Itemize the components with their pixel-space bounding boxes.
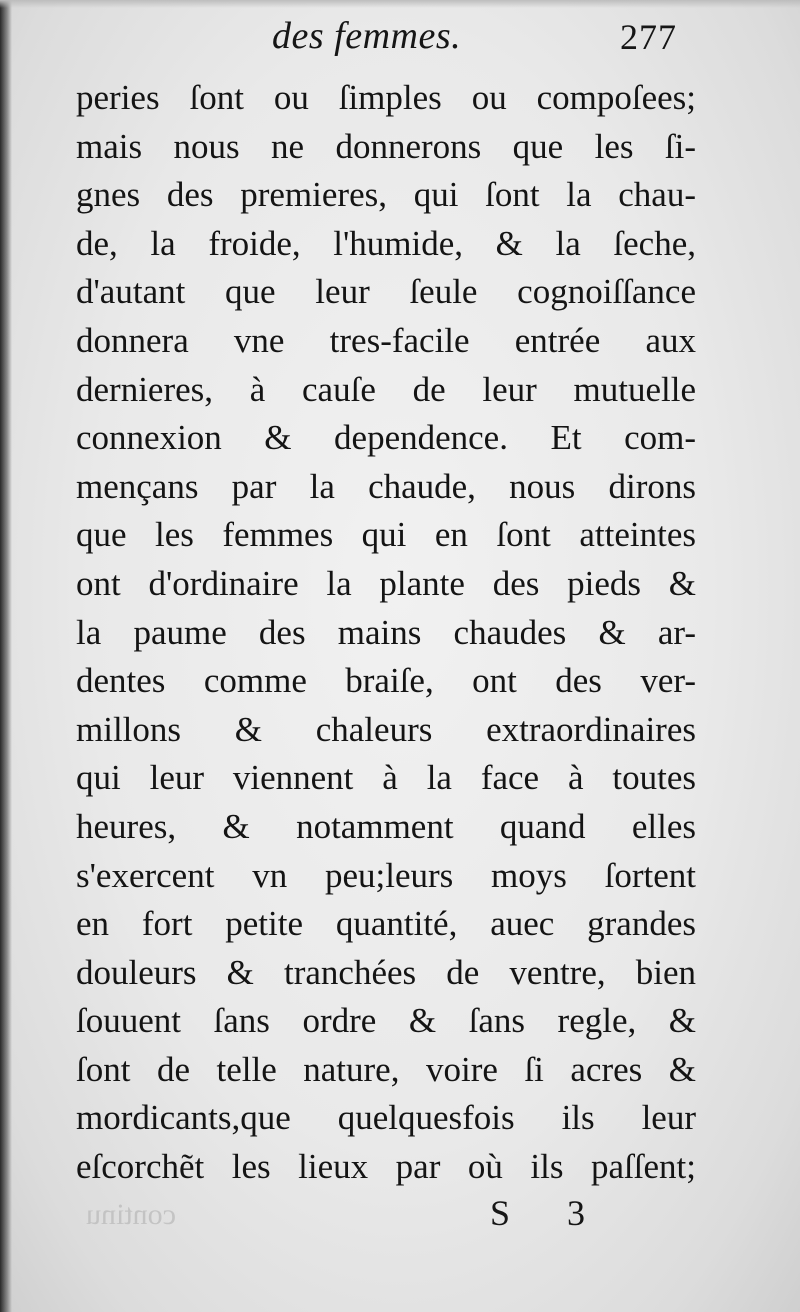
text-line: millons & chaleurs extraordinaires [76,709,696,749]
text-line: dentes comme braiſe, ont des ver- [76,661,696,701]
page-footer [0,1192,800,1242]
text-line: douleurs & tranchées de ventre, bien [76,952,696,992]
bleed-through-text: continu [86,1198,176,1231]
text-line: qui leur viennent à la face à toutes [76,758,696,798]
text-line: ont d'ordinaire la plante des pieds & [76,563,696,603]
text-line: ſouuent ſans ordre & ſans regle, & [76,1001,696,1041]
running-title: des femmes. [272,15,462,57]
text-line: que les femmes qui en ſont atteintes [76,515,696,555]
text-line: eſcorchẽt les lieux par où ils paſſent; [76,1147,696,1187]
page-gutter-shadow [0,0,12,1312]
text-line: d'autant que leur ſeule cognoiſſance [76,272,696,312]
text-line: connexion & dependence. Et com- [76,418,696,458]
signature-mark: S 3 [490,1193,610,1233]
text-line: peries ſont ou ſimples ou compoſees; [76,78,696,117]
text-line: mais nous ne donnerons que les ſi- [76,126,696,166]
page-top-shadow [0,0,800,8]
page-header [0,14,800,74]
text-line: s'exercent vn peu;leurs moys ſortent [76,855,696,895]
text-line: ſont de telle nature, voire ſi acres & [76,1049,696,1089]
body-text [76,74,696,1192]
text-line: en fort petite quantité, auec grandes [76,904,696,944]
text-line: de, la froide, l'humide, & la ſeche, [76,223,696,263]
page-number: 277 [620,17,677,57]
text-line: mençans par la chaude, nous dirons [76,466,696,506]
text-line: heures, & notamment quand elles [76,806,696,846]
text-line: donnera vne tres-facile entrée aux [76,320,696,360]
text-line: gnes des premieres, qui ſont la chau- [76,175,696,215]
text-line: mordicants,que quelquesfois ils leur [76,1098,696,1138]
text-line: la paume des mains chaudes & ar- [76,612,696,652]
text-line: dernieres, à cauſe de leur mutuelle [76,369,696,409]
